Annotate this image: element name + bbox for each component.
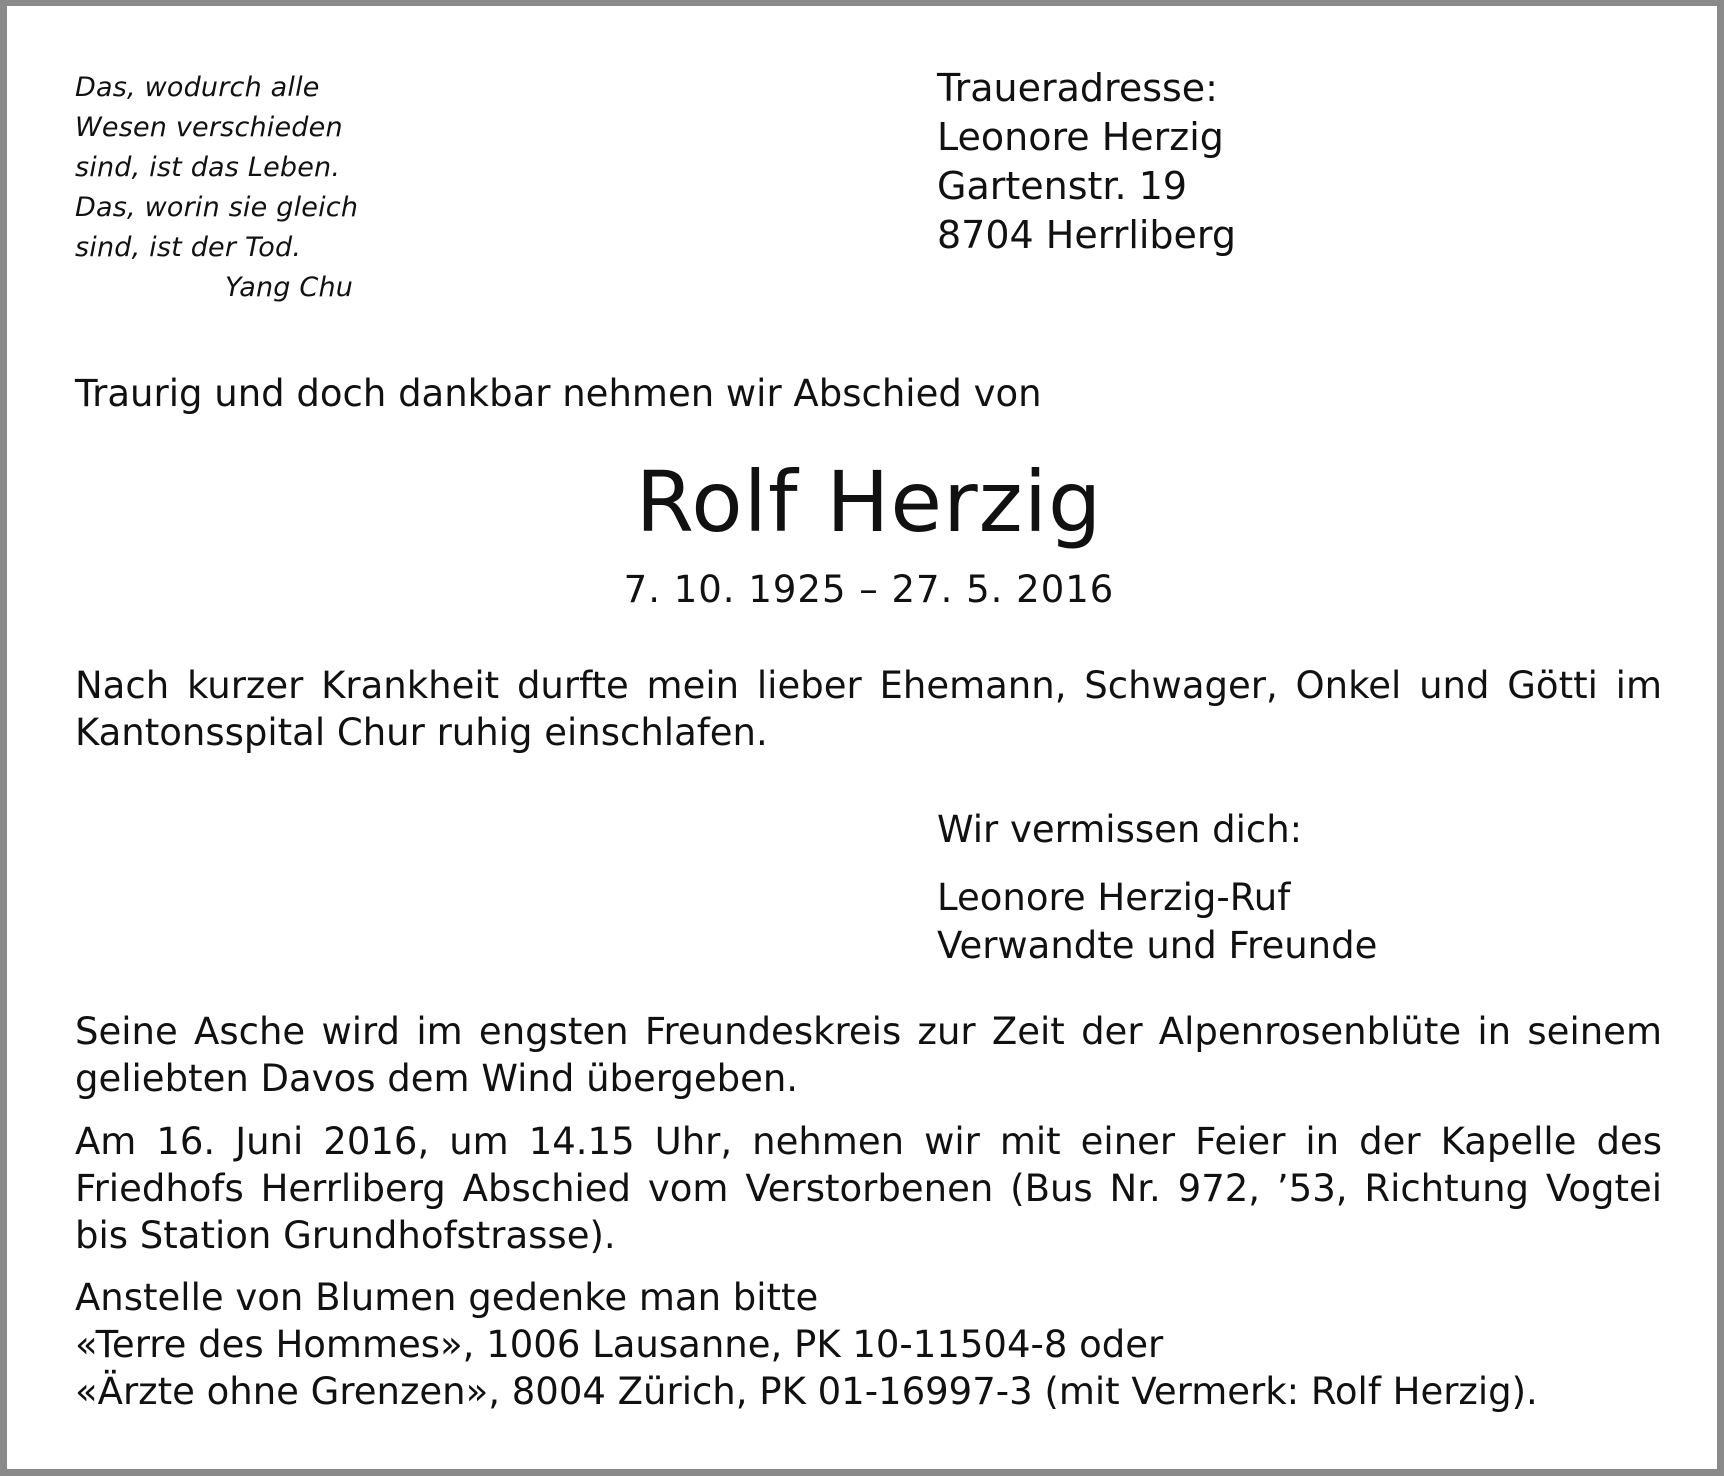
epigraph-quote (75, 68, 435, 308)
signoff-relatives: Verwandte und Freunde (937, 924, 1378, 967)
donation-aerzte-ohne-grenzen: «Ärzte ohne Grenzen», 8004 Zürich, PK 01-16997-3 (mit Vermerk: Rolf Herzig). (75, 1370, 1538, 1413)
donation-intro: Anstelle von Blumen gedenke man bitte (75, 1276, 819, 1319)
quote-line: Das, worin sie gleich (75, 192, 359, 223)
donation-request (75, 1274, 1675, 1415)
life-dates: 7. 10. 1925 – 27. 5. 2016 (623, 568, 1115, 611)
spacer (937, 854, 1637, 874)
mourning-address (937, 64, 1637, 260)
signoff-mourner: Leonore Herzig-Ruf (937, 876, 1291, 919)
illness-paragraph: Nach kurzer Krankheit durfte mein lieber Ehemann, Schwager, Onkel und Götti im Kantonsspital Chur ruhig einschlafen. (75, 664, 1662, 754)
address-city: 8704 Herrliberg (937, 213, 1237, 257)
quote-author: Yang Chu (225, 272, 354, 303)
quote-line: sind, ist das Leben. (75, 152, 341, 183)
donation-terre-des-hommes: «Terre des Hommes», 1006 Lausanne, PK 10-11504-8 oder (75, 1323, 1164, 1366)
quote-line: Das, wodurch alle (75, 72, 320, 103)
address-name: Leonore Herzig (937, 115, 1224, 159)
signoff-heading: Wir vermissen dich: (937, 808, 1303, 851)
address-street: Gartenstr. 19 (937, 164, 1188, 208)
deceased-name: Rolf Herzig (635, 453, 1103, 551)
ashes-paragraph: Seine Asche wird im engsten Freundeskreis zur Zeit der Alpenrosenblüte in seinem geliebten Davos dem Wind übergeben. (75, 1010, 1662, 1100)
address-label: Traueradresse: (937, 66, 1218, 110)
signoff-block (937, 806, 1637, 970)
quote-line: Wesen verschieden (75, 112, 343, 143)
quote-line: sind, ist der Tod. (75, 232, 302, 263)
intro-text: Traurig und doch dankbar nehmen wir Abschied von (75, 372, 1042, 415)
ceremony-paragraph: Am 16. Juni 2016, um 14.15 Uhr, nehmen wir mit einer Feier in der Kapelle des Friedhofs Herrliberg Abschied vom Verstorbenen (Bus Nr. 972, ’53, Richtung Vogtei bis Station Grundhofstrasse). (75, 1120, 1662, 1257)
